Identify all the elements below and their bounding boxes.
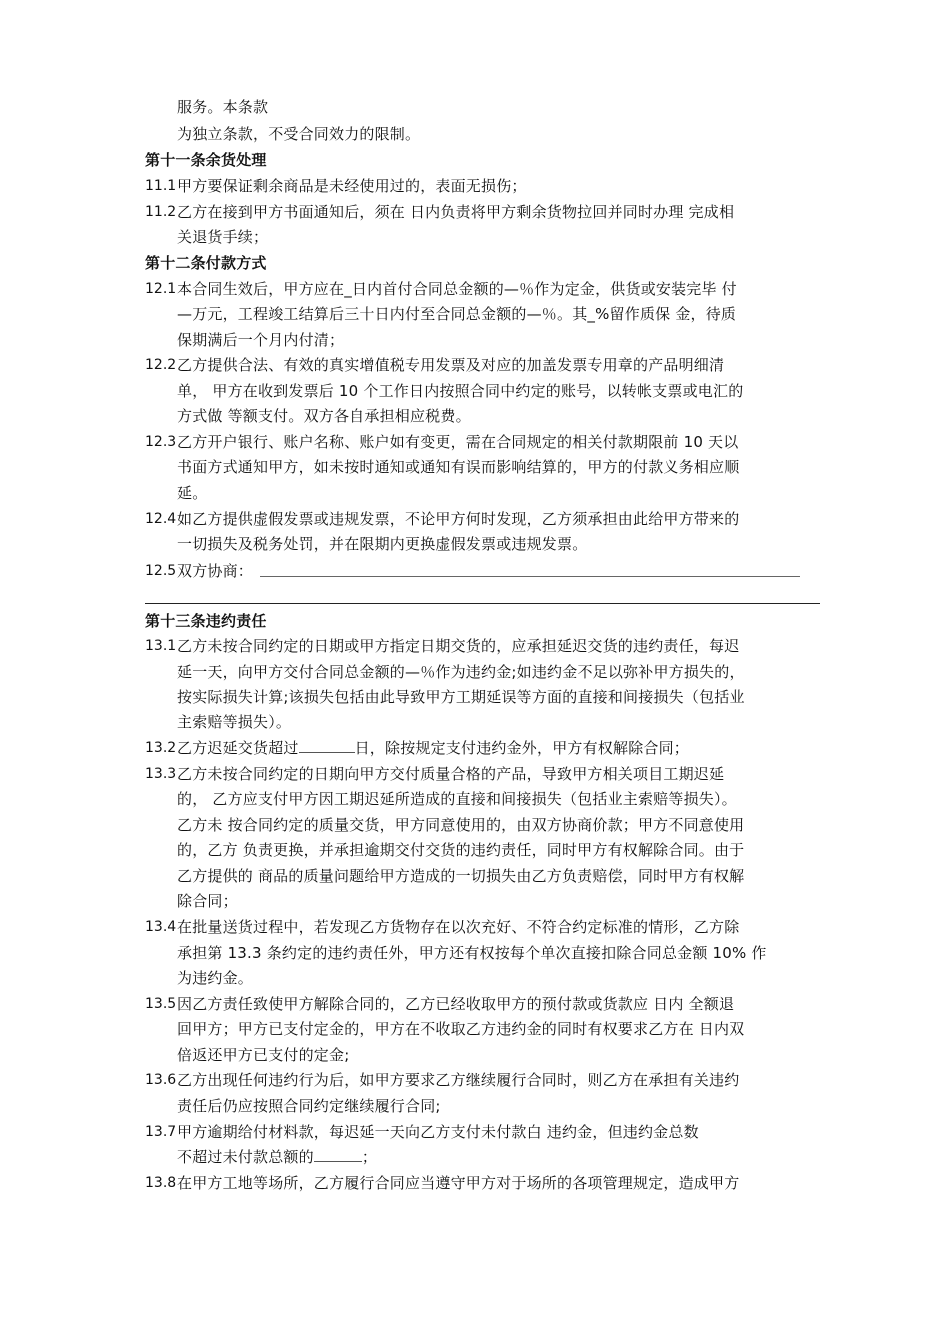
- section-heading-12: 第十二条付款方式: [145, 254, 267, 272]
- section-heading-13: 第十三条违约责任: [145, 612, 267, 630]
- clause-number: 12.4: [145, 511, 177, 527]
- clause-number: 13.1: [145, 638, 177, 654]
- text-segment: ；: [361, 1148, 378, 1166]
- clause-number: 13.6: [145, 1072, 177, 1088]
- text-line: 方式做 等额支付。双方各自承担相应税费。: [177, 407, 471, 425]
- text-line: 为违约金。: [177, 969, 254, 987]
- cap-blank: [314, 1146, 362, 1162]
- clause-number: 11.2: [145, 204, 177, 220]
- text-line: 在批量送货过程中，若发现乙方货物存在以次充好、不符合约定标准的情形，乙方除: [177, 918, 740, 936]
- days-blank: [299, 737, 355, 753]
- text-line: 书面方式通知甲方，如未按时通知或通知有误而影响结算的，甲方的付款义务相应顺: [177, 458, 740, 476]
- text-line: 延一天，向甲方交付合同总金额的—％作为违约金;如违约金不足以弥补甲方损失的，: [177, 663, 745, 681]
- text-line: 乙方提供的 商品的质量问题给甲方造成的一切损失由乙方负责赔偿，同时甲方有权解: [177, 867, 745, 885]
- text-line: 甲方逾期给付材料款，每迟延一天向乙方支付未付款白 违约金，但违约金总数: [177, 1123, 699, 1141]
- clause-number: 12.2: [145, 357, 177, 373]
- text-line: 乙方未按合同约定的日期或甲方指定日期交货的，应承担延迟交货的违约责任，每迟: [177, 637, 740, 655]
- text-line: 回甲方；甲方已支付定金的，甲方在不收取乙方违约金的同时有权要求乙方在 日内双: [177, 1020, 745, 1038]
- text-line: 本合同生效后，甲方应在_日内首付合同总金额的—％作为定金，供货或安装完毕 付: [177, 280, 737, 298]
- text-line: 延。: [177, 484, 208, 502]
- text-line: [177, 1145, 377, 1170]
- text-line: 承担第 13.3 条约定的违约责任外，甲方还有权按每个单次直接扣除合同总金额 10% 作: [177, 944, 767, 962]
- text-line: 的，乙方 负责更换，并承担逾期交付交货的违约责任，同时甲方有权解除合同。由于: [177, 841, 745, 859]
- text-line: [177, 736, 689, 761]
- text-line: 按实际损失计算;该损失包括由此导致甲方工期延误等方面的直接和间接损失（包括业: [177, 688, 745, 706]
- clause-number: 11.1: [145, 178, 177, 194]
- clause-number: 13.7: [145, 1124, 177, 1140]
- clause-number: 13.2: [145, 740, 177, 756]
- text-line: 一切损失及税务处罚，并在限期内更换虚假发票或违规发票。: [177, 535, 588, 553]
- section-divider: [145, 603, 820, 604]
- text-segment: 日，除按规定支付违约金外，甲方有权解除合同；: [354, 739, 690, 757]
- text-line: 乙方未 按合同约定的质量交货，甲方同意使用的，由双方协商价款；甲方不同意使用: [177, 816, 745, 834]
- clause-number: 12.1: [145, 281, 177, 297]
- text-line: 单， 甲方在收到发票后 10 个工作日内按照合同中约定的账号，以转帐支票或电汇的: [177, 382, 744, 400]
- section-heading-11: 第十一条余货处理: [145, 151, 267, 169]
- text-line: 主索赔等损失）。: [177, 713, 292, 731]
- text-line: 的， 乙方应支付甲方因工期迟延所造成的直接和间接损失（包括业主索赔等损失）。: [177, 790, 737, 808]
- text-line: 甲方要保证剩余商品是未经使用过的，表面无损伤；: [177, 177, 527, 195]
- clause-number: 12.5: [145, 563, 177, 579]
- text-line: 责任后仍应按照合同约定继续履行合同;: [177, 1097, 441, 1115]
- clause-number: 13.4: [145, 919, 177, 935]
- text-line: 为独立条款，不受合同效力的限制。: [177, 125, 421, 143]
- clause-number: 13.3: [145, 766, 177, 782]
- text-line: 乙方出现任何违约行为后，如甲方要求乙方继续履行合同时，则乙方在承担有关违约: [177, 1071, 740, 1089]
- text-line: 除合同；: [177, 892, 238, 910]
- text-line: 乙方开户银行、账户名称、账户如有变更，需在合同规定的相关付款期限前 10 天以: [177, 433, 739, 451]
- text-segment: 乙方迟延交货超过: [177, 739, 299, 757]
- text-line: 如乙方提供虚假发票或违规发票，不论甲方何时发现，乙方须承担由此给甲方带来的: [177, 510, 740, 528]
- text-line: 在甲方工地等场所，乙方履行合同应当遵守甲方对于场所的各项管理规定，造成甲方: [177, 1174, 740, 1192]
- text-line: 倍返还甲方已支付的定金;: [177, 1046, 350, 1064]
- text-line: 乙方在接到甲方书面通知后，须在 日内负责将甲方剩余货物拉回并同时办理 完成相: [177, 203, 735, 221]
- clause-number: 12.3: [145, 434, 177, 450]
- clause-number: 13.5: [145, 996, 177, 1012]
- clause-number: 13.8: [145, 1175, 177, 1191]
- negotiation-blank-line: [260, 576, 800, 577]
- text-line: 乙方未按合同约定的日期向甲方交付质量合格的产品，导致甲方相关项目工期迟延: [177, 765, 725, 783]
- text-line: 服务。本条款: [177, 98, 269, 116]
- text-line: 关退货手续；: [177, 228, 269, 246]
- text-segment: 不超过未付款总额的: [177, 1148, 314, 1166]
- text-line: 双方协商：: [177, 562, 254, 580]
- text-line: 保期满后一个月内付清；: [177, 331, 345, 349]
- text-line: 乙方提供合法、有效的真实增值税专用发票及对应的加盖发票专用章的产品明细清: [177, 356, 725, 374]
- text-line: —万元，工程竣工结算后三十日内付至合同总金额的—％。其_%留作质保 金，待质: [177, 305, 737, 323]
- text-line: 因乙方责任致使甲方解除合同的，乙方已经收取甲方的预付款或货款应 日内 全额退: [177, 995, 735, 1013]
